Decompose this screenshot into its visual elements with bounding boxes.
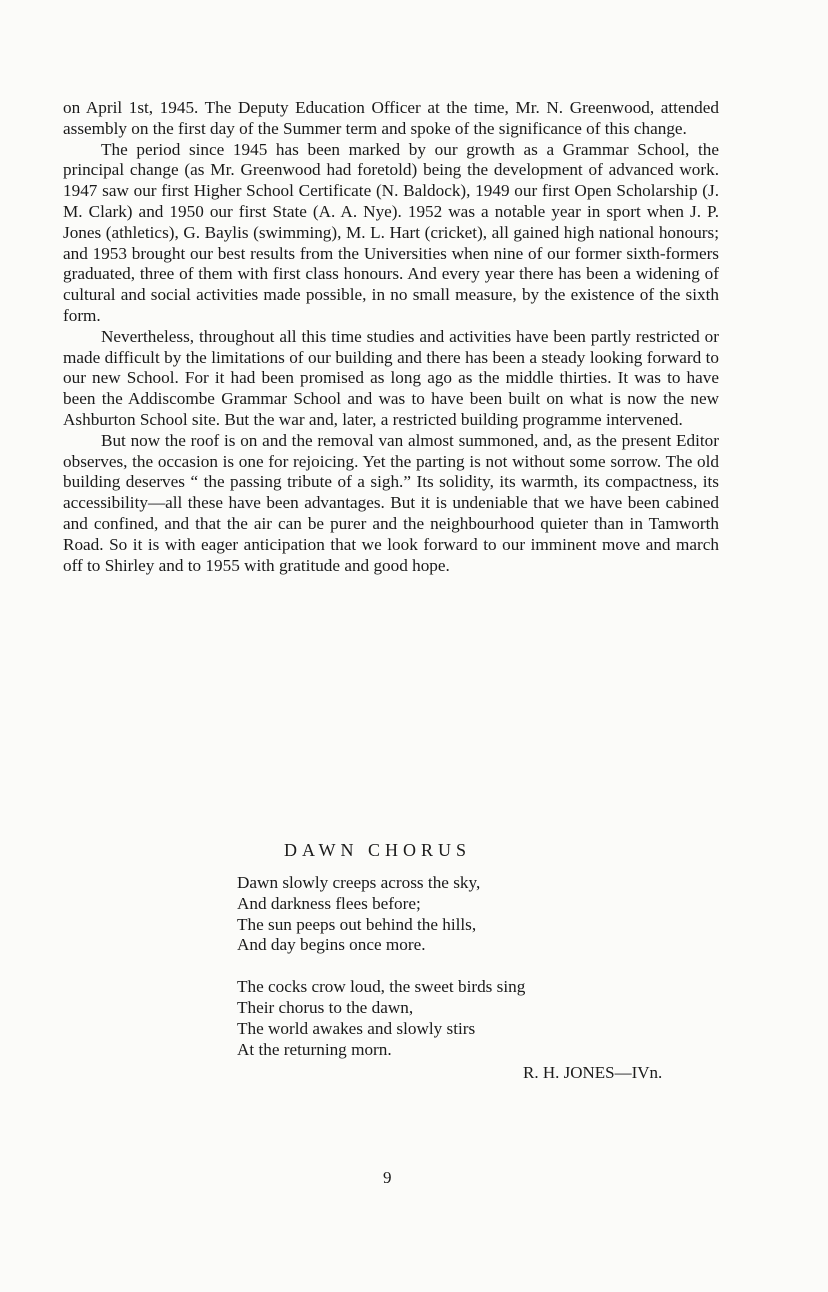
poem-title: DAWN CHORUS xyxy=(284,840,472,860)
poem-line: Their chorus to the dawn, xyxy=(237,997,414,1017)
poem-stanza xyxy=(237,977,657,1060)
poem-line: The cocks crow loud, the sweet birds sing xyxy=(237,977,526,997)
paragraph: Nevertheless, throughout all this time studies and activities have been partly restricted or made difficult by the limitations of our building and there has been a steady looking forward to our new School. For it had been promised as long ago as the middle thirties. It was to have been the Addiscombe Grammar School and was to have been built on what is now the new Ashburton School site. But the war and, later, a restricted building programme intervened. xyxy=(63,326,719,429)
poem-line: At the returning morn. xyxy=(237,1039,392,1059)
poem-author: R. H. JONES—IVn. xyxy=(523,1063,663,1082)
poem-line: And day begins once more. xyxy=(237,935,426,955)
poem-stanza xyxy=(237,873,657,956)
poem-line: The sun peeps out behind the hills, xyxy=(237,914,477,934)
paragraph: But now the roof is on and the removal van almost summoned, and, as the present Editor observes, the occasion is one for rejoicing. Yet the parting is not without some sorrow. The old building deserves “ the passing tribute of a sigh.” Its solidity, its warmth, its compactness, its accessibility—all these have been advantages. But it is undeniable that we have been cabined and confined, and that the air can be purer and the neighbourhood quieter than in Tamworth Road. So it is with eager anticipation that we look forward to our imminent move and march off to Shirley and to 1955 with gratitude and good hope. xyxy=(63,430,719,575)
poem-line: The world awakes and slowly stirs xyxy=(237,1018,476,1038)
page-number: 9 xyxy=(383,1168,392,1187)
paragraph: The period since 1945 has been marked by our growth as a Grammar School, the principal change (as Mr. Greenwood had foretold) being the development of advanced work. 1947 saw our first Higher School Certificate (N. Baldock), 1949 our first Open Scholarship (J. M. Clark) and 1950 our first State (A. A. Nye). 1952 was a notable year in sport when J. P. Jones (athletics), G. Baylis (swimming), M. L. Hart (cricket), all gained high national honours; and 1953 brought our best results from the Universities when nine of our former sixth-formers graduated, three of them with first class honours. And every year there has been a widening of cultural and social activities made possible, in no small measure, by the existence of the sixth form. xyxy=(63,139,719,325)
poem-line: Dawn slowly creeps across the sky, xyxy=(237,873,481,892)
poem-body xyxy=(237,873,657,1081)
poem-line: And darkness flees before; xyxy=(237,893,421,913)
paragraph: on April 1st, 1945. The Deputy Education Officer at the time, Mr. N. Greenwood, attended assembly on the first day of the Summer term and spoke of the significance of this change. xyxy=(63,98,719,138)
article-body xyxy=(63,98,719,576)
